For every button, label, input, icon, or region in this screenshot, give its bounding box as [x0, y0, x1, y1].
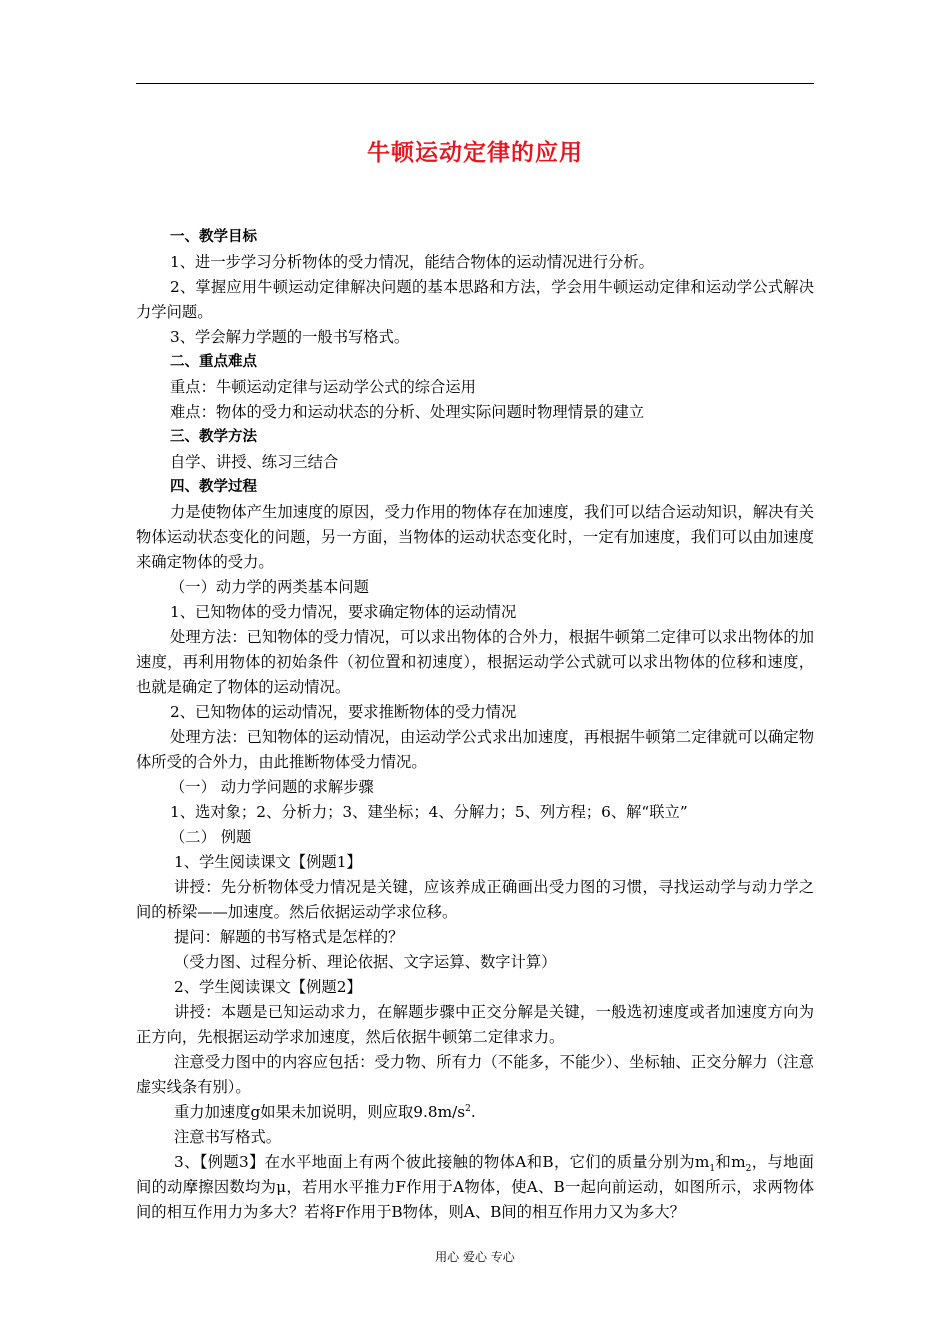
section-heading: 三、教学方法: [170, 429, 257, 445]
document-body: [136, 225, 814, 1225]
paragraph: （受力图、过程分析、理论依据、文字运算、数字计算）: [174, 953, 557, 971]
paragraph: 3、学会解力学题的一般书写格式。: [170, 328, 410, 346]
section-heading: 二、重点难点: [170, 354, 257, 370]
example-3-part3: ，与地面间的动摩擦因数均为μ，若用水平推力F作用于A物体，使A、B一起向前运动，如图所示，求两物体间的相互作用力为多大？若将F作用于B物体，则A、B间的相互作用力又为多大？: [136, 1153, 814, 1221]
paragraph: （一）动力学的两类基本问题: [170, 578, 369, 596]
section-heading: 一、教学目标: [170, 229, 257, 245]
gravity-note-sup: 2: [465, 1103, 471, 1114]
paragraph: （一） 动力学问题的求解步骤: [170, 778, 374, 796]
format-note: 注意书写格式。: [174, 1128, 282, 1146]
paragraph: 2、掌握应用牛顿运动定律解决问题的基本思路和方法，学会用牛顿运动定律和运动学公式解决力学问题。: [136, 278, 814, 321]
example-3: [136, 1150, 814, 1225]
paragraph: 注意受力图中的内容应包括：受力物、所有力（不能多，不能少）、坐标轴、正交分解力（注意虚实线条有别）。: [136, 1053, 814, 1096]
example-3-sub1: 1: [709, 1164, 716, 1175]
section-heading: 四、教学过程: [170, 479, 257, 495]
paragraph: （二） 例题: [170, 828, 252, 846]
page-footer: 用心 爱心 专心: [435, 1250, 515, 1264]
body-lines: [136, 225, 814, 1100]
paragraph: 讲授：先分析物体受力情况是关键，应该养成正确画出受力图的习惯，寻找运动学与动力学之间的桥梁——加速度。然后依据运动学求位移。: [136, 878, 814, 921]
gravity-note: [136, 1100, 814, 1125]
paragraph: 难点：物体的受力和运动状态的分析、处理实际问题时物理情景的建立: [170, 403, 645, 421]
paragraph: 重点：牛顿运动定律与运动学公式的综合运用: [170, 378, 476, 396]
document-title: 牛顿运动定律的应用: [367, 140, 583, 166]
gravity-note-end: .: [470, 1103, 476, 1121]
paragraph: 处理方法：已知物体的运动情况，由运动学公式求出加速度，再根据牛顿第二定律就可以确定物体所受的合外力，由此推断物体受力情况。: [136, 728, 814, 771]
paragraph: 2、学生阅读课文【例题2】: [174, 978, 362, 996]
paragraph: 2、已知物体的运动情况，要求推断物体的受力情况: [170, 703, 517, 721]
paragraph: 力是使物体产生加速度的原因，受力作用的物体存在加速度，我们可以结合运动知识，解决有关物体运动状态变化的问题，另一方面，当物体的运动状态变化时，一定有加速度，我们可以由加速度来确定物体的受力。: [136, 503, 814, 571]
paragraph: 1、选对象；2、分析力；3、建坐标；4、分解力；5、列方程；6、解“联立”: [170, 803, 688, 821]
gravity-note-text: 重力加速度g如果未加说明，则应取9.8m/s: [174, 1103, 466, 1121]
paragraph: 1、学生阅读课文【例题1】: [174, 853, 362, 871]
example-3-sub2: 2: [745, 1164, 752, 1175]
example-3-part2: 和m: [715, 1153, 746, 1171]
paragraph: 提问：解题的书写格式是怎样的？: [174, 928, 404, 946]
paragraph: 1、已知物体的受力情况，要求确定物体的运动情况: [170, 603, 517, 621]
example-3-part1: 3、【例题3】在水平地面上有两个彼此接触的物体A和B，它们的质量分别为m: [174, 1153, 710, 1171]
paragraph: 1、进一步学习分析物体的受力情况，能结合物体的运动情况进行分析。: [170, 253, 654, 271]
paragraph: 处理方法：已知物体的受力情况，可以求出物体的合外力，根据牛顿第二定律可以求出物体的加速度，再利用物体的初始条件（初位置和初速度），根据运动学公式就可以求出物体的位移和速度，也就是确定了物体的运动情况。: [136, 628, 814, 696]
paragraph: 讲授：本题是已知运动求力，在解题步骤中正交分解是关键，一般选初速度或者加速度方向为正方向，先根据运动学求加速度，然后依据牛顿第二定律求力。: [136, 1003, 814, 1046]
paragraph: 自学、讲授、练习三结合: [170, 453, 339, 471]
header-rule: [136, 83, 814, 84]
